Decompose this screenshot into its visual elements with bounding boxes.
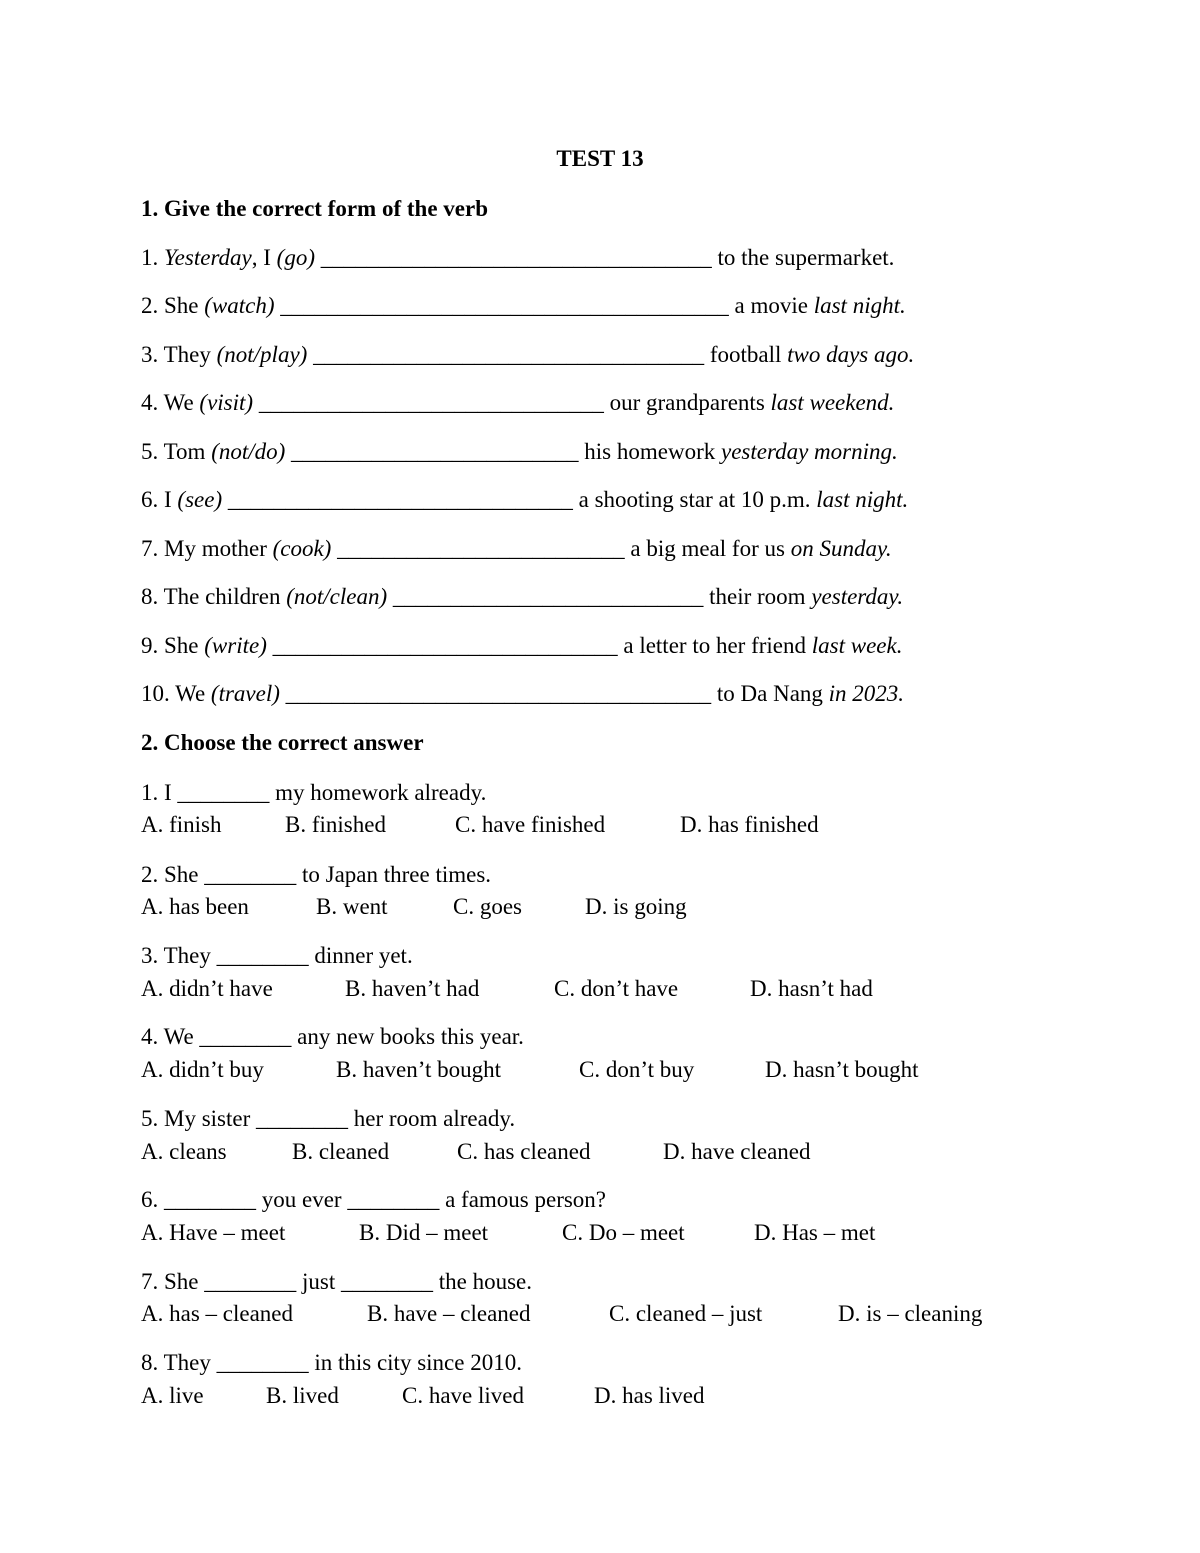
option-c: C. have finished — [455, 812, 606, 837]
item-subject: We — [175, 681, 206, 706]
verb-item — [141, 340, 914, 370]
item-rest: their room — [709, 584, 806, 609]
option-b: B. lived — [266, 1383, 339, 1408]
option-d: D. has finished — [680, 812, 819, 837]
item-verb: (watch) — [204, 293, 275, 318]
item-time: yesterday. — [811, 584, 904, 609]
section-1-heading: 1. Give the correct form of the verb — [141, 196, 488, 221]
item-subject: We — [163, 390, 194, 415]
question-text: 3. They ________ dinner yet. — [141, 943, 413, 968]
option-a: A. live — [141, 1383, 204, 1408]
item-number: 10. — [141, 681, 170, 706]
question-text: 1. I ________ my homework already. — [141, 780, 487, 805]
option-a: A. cleans — [141, 1139, 227, 1164]
item-time: yesterday morning. — [721, 439, 898, 464]
item-time: on Sunday. — [790, 536, 892, 561]
answer-blank: _______________________________________ — [280, 293, 729, 318]
question-text: 5. My sister ________ her room already. — [141, 1106, 516, 1131]
verb-item — [141, 388, 894, 418]
item-number: 6. — [141, 487, 159, 512]
item-number: 8. — [141, 584, 159, 609]
item-verb: (travel) — [210, 681, 280, 706]
item-number: 2. — [141, 293, 159, 318]
item-number: 5. — [141, 439, 159, 464]
item-rest: football — [709, 342, 782, 367]
option-a: A. has been — [141, 894, 249, 919]
option-c: C. have lived — [402, 1383, 524, 1408]
answer-blank: ______________________________ — [227, 487, 573, 512]
verb-item — [141, 582, 903, 612]
item-time: last night. — [813, 293, 906, 318]
item-subject: Tom — [163, 439, 206, 464]
option-b: B. Did – meet — [359, 1220, 489, 1245]
item-number: 9. — [141, 633, 159, 658]
question-text: 2. She ________ to Japan three times. — [141, 862, 492, 887]
option-d: D. is – cleaning — [838, 1301, 983, 1326]
answer-blank: ______________________________ — [258, 390, 604, 415]
item-rest: a big meal for us — [630, 536, 785, 561]
item-rest: a letter to her friend — [623, 633, 806, 658]
option-d: D. hasn’t bought — [765, 1057, 919, 1082]
option-d: D. hasn’t had — [750, 976, 873, 1001]
item-rest: to Da Nang — [716, 681, 823, 706]
item-number: 7. — [141, 536, 159, 561]
item-rest: a shooting star at 10 p.m. — [578, 487, 811, 512]
option-a: A. didn’t have — [141, 976, 273, 1001]
question-text: 6. ________ you ever ________ a famous person? — [141, 1187, 607, 1212]
option-d: D. is going — [585, 894, 687, 919]
item-number: 4. — [141, 390, 159, 415]
item-rest: to the supermarket. — [717, 245, 895, 270]
item-time: last week. — [811, 633, 903, 658]
option-d: D. has lived — [594, 1383, 705, 1408]
item-subject: I — [164, 487, 172, 512]
option-a: A. didn’t buy — [141, 1057, 264, 1082]
option-b: B. finished — [285, 812, 386, 837]
option-b: B. haven’t bought — [336, 1057, 502, 1082]
item-time: last night. — [816, 487, 909, 512]
section-2-heading: 2. Choose the correct answer — [141, 730, 424, 755]
item-time: in 2023. — [828, 681, 905, 706]
option-c: C. cleaned – just — [609, 1301, 763, 1326]
verb-item — [141, 243, 894, 273]
answer-blank: ___________________________ — [392, 584, 704, 609]
item-subject: Yesterday — [164, 245, 252, 270]
item-verb: (write) — [204, 633, 267, 658]
question-text: 8. They ________ in this city since 2010. — [141, 1350, 522, 1375]
item-rest: a movie — [734, 293, 808, 318]
answer-blank: _____________________________________ — [285, 681, 712, 706]
answer-blank: __________________________________ — [313, 342, 705, 367]
item-verb: (see) — [177, 487, 223, 512]
option-b: B. have – cleaned — [367, 1301, 531, 1326]
verb-item — [141, 679, 904, 709]
item-subject-rest: , I — [251, 245, 271, 270]
option-a: A. Have – meet — [141, 1220, 286, 1245]
item-subject: My mother — [164, 536, 267, 561]
item-verb: (go) — [276, 245, 315, 270]
verb-item — [141, 485, 908, 515]
question-text: 7. She ________ just ________ the house. — [141, 1269, 532, 1294]
option-a: A. has – cleaned — [141, 1301, 293, 1326]
item-verb: (cook) — [272, 536, 332, 561]
option-b: B. haven’t had — [345, 976, 480, 1001]
option-c: C. goes — [453, 894, 522, 919]
item-verb: (visit) — [199, 390, 254, 415]
item-verb: (not/clean) — [286, 584, 388, 609]
question-text: 4. We ________ any new books this year. — [141, 1024, 524, 1049]
item-subject: The children — [163, 584, 281, 609]
item-subject: She — [164, 633, 199, 658]
option-d: D. Has – met — [754, 1220, 876, 1245]
answer-blank: _________________________ — [291, 439, 579, 464]
page-title: TEST 13 — [556, 146, 644, 171]
item-time: last weekend. — [770, 390, 895, 415]
item-verb: (not/play) — [216, 342, 308, 367]
option-b: B. went — [316, 894, 388, 919]
item-subject: They — [163, 342, 211, 367]
item-rest: his homework — [584, 439, 716, 464]
option-c: C. don’t have — [554, 976, 679, 1001]
item-number: 3. — [141, 342, 159, 367]
option-c: C. Do – meet — [562, 1220, 685, 1245]
option-d: D. have cleaned — [663, 1139, 811, 1164]
verb-item — [141, 631, 902, 661]
item-rest: our grandparents — [609, 390, 765, 415]
verb-item — [141, 437, 898, 467]
item-number: 1. — [141, 245, 159, 270]
verb-item — [141, 534, 892, 564]
answer-blank: _________________________ — [337, 536, 625, 561]
option-c: C. has cleaned — [457, 1139, 591, 1164]
item-time: two days ago. — [787, 342, 915, 367]
option-a: A. finish — [141, 812, 222, 837]
item-subject: She — [164, 293, 199, 318]
option-b: B. cleaned — [292, 1139, 390, 1164]
item-verb: (not/do) — [211, 439, 286, 464]
option-c: C. don’t buy — [579, 1057, 695, 1082]
answer-blank: ______________________________ — [272, 633, 618, 658]
answer-blank: __________________________________ — [320, 245, 712, 270]
verb-item — [141, 291, 906, 321]
